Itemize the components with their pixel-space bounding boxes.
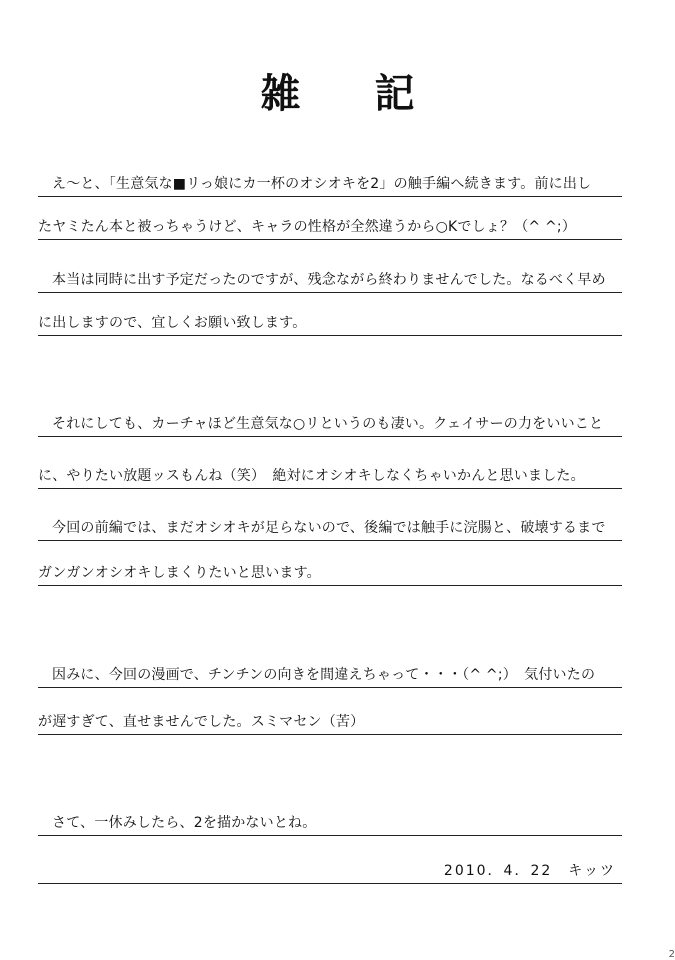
page-number: 2 [668, 949, 675, 960]
text-line [38, 555, 622, 586]
line-text: え～と、「生意気な■リっ娘にカ一杯のオシオキを2」の触手編へ続きます。前に出し [52, 176, 592, 192]
text-line [38, 209, 622, 240]
text-line [38, 458, 622, 489]
title-char-1: 雑 [260, 70, 301, 117]
text-line [38, 305, 622, 336]
line-text: に、やりたい放題ッスもんね（笑） 絶対にオシオキしなくちゃいかんと思いました。 [38, 468, 585, 484]
text-line [38, 805, 622, 836]
page-title [0, 62, 675, 119]
text-line [38, 166, 622, 197]
line-text: ガンガンオシオキしまくりたいと思います。 [38, 565, 321, 581]
signature-line [38, 853, 622, 884]
line-text: たヤミたん本と被っちゃうけど、キャラの性格が全然違うから○Kでしょ？（^ ^;） [38, 219, 577, 235]
line-text: が遅すぎて、直せませんでした。スミマセン（苦） [38, 714, 365, 730]
line-text: 本当は同時に出す予定だったのですが、残念ながら終わりませんでした。なるべく早め [52, 272, 606, 288]
text-line [38, 510, 622, 541]
line-text: 今回の前編では、まだオシオキが足らないので、後編では触手に浣腸と、破壊するまで [52, 520, 606, 536]
text-line [38, 262, 622, 293]
text-line [38, 657, 622, 688]
line-text: 因みに、今回の漫画で、チンチンの向きを間違えちゃって・・・（^ ^;） 気付いたの [52, 667, 596, 683]
text-line [38, 704, 622, 735]
text-line [38, 406, 622, 437]
title-char-2: 記 [374, 70, 415, 117]
line-text: に出しますので、宜しくお願い致します。 [38, 315, 307, 331]
line-text: それにしても、カーチャほど生意気な○リというのも凄い。クェイサーの力をいいこと [52, 416, 604, 432]
signature-date: 2010．4．22 キッツ [443, 863, 616, 879]
line-text: さて、一休みしたら、2を描かないとね。 [52, 815, 317, 831]
